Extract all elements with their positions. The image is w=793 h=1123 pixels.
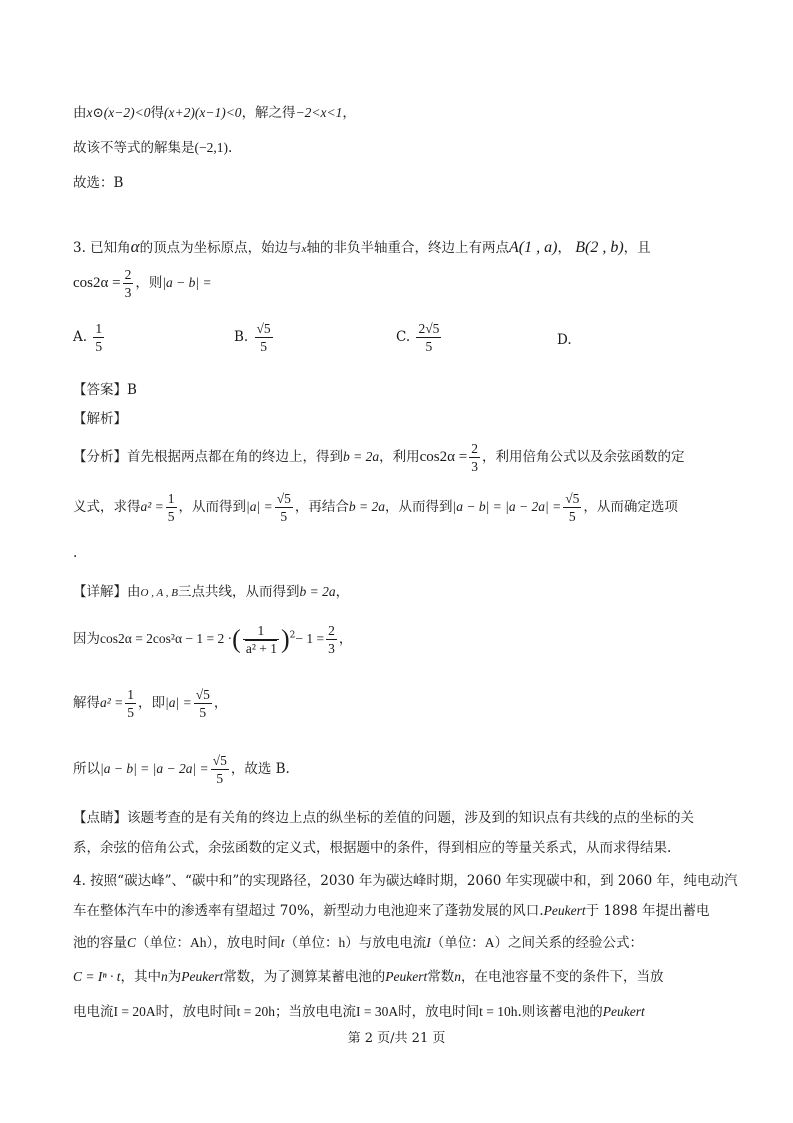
text: 得 bbox=[150, 105, 165, 121]
point-b: B(2 , b) bbox=[575, 239, 624, 256]
analysis-label: 【分析】 bbox=[73, 449, 127, 465]
fraction: $\frac{2}{3}$ bbox=[124, 267, 132, 300]
question-4-line-3: 池的容量C（单位：Ah），放电时间t（单位：h）与放电电流I（单位：A）之间关系的经验公式： bbox=[73, 935, 644, 951]
question-4-line-1: 4. 按照“碳达峰”、“碳中和”的实现路径，2030 年为碳达峰时期，2060 年实现碳中和，到 2060 年，纯电动汽 bbox=[73, 873, 738, 889]
text: . bbox=[227, 140, 233, 156]
option-label: A. bbox=[73, 329, 88, 345]
point-a: A(1 , a) bbox=[509, 239, 558, 256]
answer-value: B bbox=[127, 382, 137, 398]
question-4-line-4: C = Iⁿ · t，其中n为Peukert常数，为了测算某蓄电池的Peukert常数n，在电池容量不变的条件下，当放 bbox=[73, 969, 664, 985]
question-3-line-2 bbox=[73, 266, 733, 301]
alpha-symbol: α bbox=[130, 237, 140, 256]
solution-range: −2<x<1 bbox=[295, 105, 343, 120]
option-c bbox=[396, 320, 443, 355]
text: 故选：B bbox=[73, 175, 124, 191]
question-3-line-1 bbox=[73, 236, 733, 257]
text: 的顶点为坐标原点，始边与 bbox=[139, 240, 302, 256]
condition: cos2α = bbox=[73, 275, 121, 291]
solution-set: (−2,1) bbox=[194, 140, 228, 155]
answer-line bbox=[73, 378, 733, 398]
text: ， bbox=[557, 240, 571, 256]
text: 3. 已知角 bbox=[73, 240, 131, 256]
question-4-line-5: 电电流I = 20A时，放电时间t = 20h；当放电电流I = 30A时，放电时间t = 10h.则该蓄电池的Peukert bbox=[73, 1004, 645, 1020]
option-value: $\frac{√5}{5}$ bbox=[256, 321, 271, 354]
choice-line bbox=[73, 171, 733, 191]
fraction: $\frac{√5}{5}$ bbox=[195, 687, 210, 720]
comment-line-2: 系，余弦的倍角公式，余弦函数的定义式，根据题中的条件，得到相应的等量关系式，从而求得结果. bbox=[73, 840, 672, 856]
detail-line-3: 解得a² = $\frac{1}{5}$ ，即|a| = $\frac{√5}{5}$ ， bbox=[73, 687, 228, 720]
analysis-line-2: 义式，求得a² = $\frac{1}{5}$ ，从而得到|a| = $\frac{√5}{5}$ ，再结合b = 2a，从而得到|a − b| = |a − 2a| = $\frac{√5}{5}$ ，从而确定选项 bbox=[73, 491, 678, 524]
text: 轴的非负半轴重合，终边上有两点 bbox=[306, 240, 509, 256]
comment-line-1: 【点睛】该题考查的是有关角的终边上点的纵坐标的差值的问题，涉及到的知识点有共线的点的坐标的关 bbox=[73, 810, 694, 826]
text: 故该不等式的解集是 bbox=[73, 140, 195, 156]
fraction: $\frac{1}{5}$ bbox=[167, 491, 175, 524]
question-4-line-2: 车在整体汽车中的渗透率有望超过 70%，新型动力电池迎来了蓬勃发展的风口.Peukert于 1898 年提出蓄电 bbox=[73, 903, 710, 919]
option-value: $\frac{2√5}{5}$ bbox=[418, 321, 440, 354]
fraction: $\frac{1}{5}$ bbox=[127, 687, 135, 720]
detail-line-1: 【详解】由O , A , B三点共线，从而得到b = 2a， bbox=[73, 584, 350, 600]
text: ，解之得 bbox=[241, 105, 296, 121]
option-b bbox=[234, 320, 275, 355]
question-expression: |a − b| = bbox=[162, 275, 212, 290]
text: ，则 bbox=[135, 275, 163, 291]
inequality: x⊙(x−2)<0 bbox=[86, 105, 151, 120]
text: 由 bbox=[73, 105, 87, 121]
option-value: $\frac{1}{5}$ bbox=[95, 321, 103, 354]
peukert-formula: C = Iⁿ · t bbox=[73, 969, 121, 984]
fraction: $\frac{2}{3}$ bbox=[471, 441, 478, 474]
comment-label: 【点睛】 bbox=[73, 810, 127, 826]
fraction: $\frac{1}{\text{a² + 1}}$ bbox=[243, 622, 279, 657]
text: ， bbox=[342, 105, 356, 121]
text: ，且 bbox=[623, 240, 651, 256]
factored-inequality: (x+2)(x−1)<0 bbox=[164, 105, 242, 120]
answer-tag: 【答案】 bbox=[73, 382, 127, 398]
detail-label: 【详解】 bbox=[73, 584, 127, 600]
detail-line-4: 所以|a − b| = |a − 2a| = $\frac{√5}{5}$ ，故选 B. bbox=[73, 753, 290, 786]
option-label: B. bbox=[234, 329, 249, 345]
option-a bbox=[73, 320, 106, 355]
option-d bbox=[557, 332, 572, 348]
option-label: D. bbox=[557, 332, 572, 348]
fraction: $\frac{√5}{5}$ bbox=[276, 491, 291, 524]
x-symbol: x bbox=[301, 243, 307, 255]
fraction: $\frac{2}{3}$ bbox=[328, 623, 335, 656]
solution-line-2 bbox=[73, 136, 733, 156]
option-label: C. bbox=[396, 329, 411, 345]
analysis-line-3: . bbox=[73, 545, 78, 561]
page-footer: 第 2 页/共 21 页 bbox=[347, 1031, 446, 1046]
fraction: $\frac{√5}{5}$ bbox=[212, 753, 227, 786]
fraction: $\frac{√5}{5}$ bbox=[565, 491, 580, 524]
analysis-tag: 【解析】 bbox=[73, 411, 127, 427]
detail-line-2: 因为cos2α = 2cos²α − 1 = 2 ·( $\frac{1}{\text{a² + 1}}$ )$^2$− 1 = $\frac{2}{3}$ ， bbox=[73, 623, 353, 656]
solution-line-1 bbox=[73, 101, 733, 121]
analysis-line-1: 【分析】首先根据两点都在角的终边上，得到b = 2a，利用cos2α = $\frac{2}{3}$ ，利用倍角公式以及余弦函数的定 bbox=[73, 441, 685, 474]
